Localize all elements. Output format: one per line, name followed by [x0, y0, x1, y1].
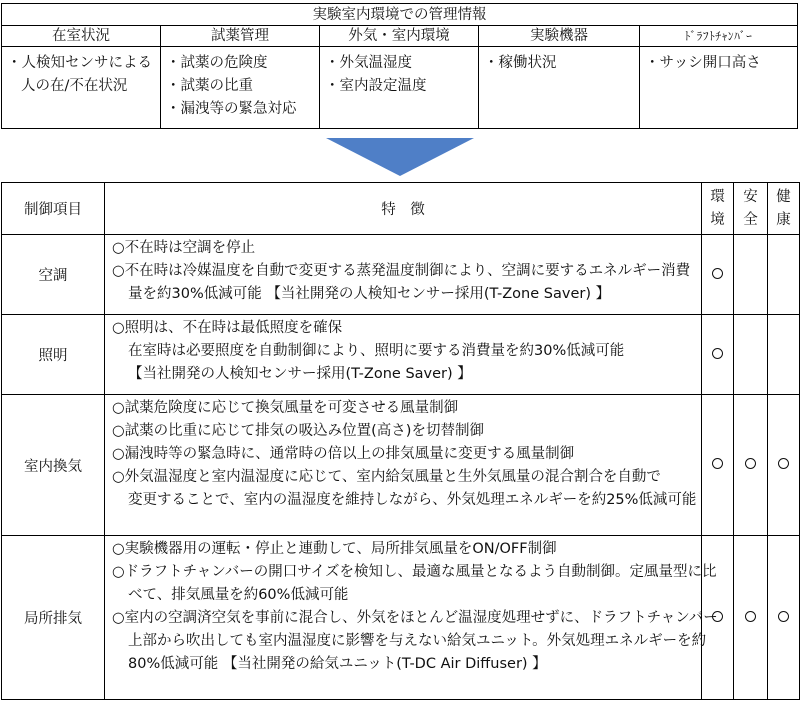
down-arrow-icon: [326, 138, 474, 176]
feature-line: ○実験機器用の運転・停止と連動して、局所排気風量をON/OFF制御: [112, 541, 557, 557]
row-category: 室内換気: [2, 395, 105, 536]
feature-line: 上部から吹出しても室内温湿度に影響を与えない給気ユニット。外気処理エネルギーを約: [128, 633, 707, 649]
feature-line: 在室時は必要照度を自動制御により、照明に要する消費量を約30%低減可能: [128, 343, 625, 359]
feature-line: ○試薬危険度に応じて換気風量を可変させる風量制御: [112, 400, 459, 416]
row-category: 照明: [2, 315, 105, 395]
info-item: ・稼働状況: [484, 55, 557, 71]
info-header-reagent: 試薬管理: [161, 26, 319, 47]
info-item: ・漏洩等の緊急対応: [166, 101, 297, 117]
table-header-row: [2, 183, 800, 235]
management-info-table: [1, 3, 798, 129]
mark-safety: [734, 536, 768, 700]
row-category: 空調: [2, 235, 105, 315]
feature-line: ○照明は、不在時は最低照度を確保: [112, 320, 343, 336]
circle-mark-icon: [712, 348, 723, 359]
feature-line: ○ドラフトチャンバーの開口サイズを検知し、最適な風量となるよう自動制御。定風量型に比: [112, 564, 717, 580]
header-health: 健 康: [768, 183, 800, 235]
header-control-item: 制御項目: [2, 183, 105, 235]
info-item: 人の在/不在状況: [21, 78, 128, 94]
table-row: [2, 315, 800, 395]
info-column-occupancy: [2, 26, 161, 128]
header-safety: 安 全: [734, 183, 768, 235]
info-header-equipment: 実験機器: [479, 26, 639, 47]
feature-line: 80%低減可能 【当社開発の給気ユニット(T-DC Air Diffuser) 】: [128, 656, 547, 672]
info-item: ・人検知センサによる: [7, 55, 152, 71]
row-features: [105, 536, 718, 700]
feature-line: 量を約30%低減可能 【当社開発の人検知センサー採用(T-Zone Saver) 】: [128, 286, 611, 302]
circle-mark-icon: [712, 458, 723, 469]
mark-safety: [734, 235, 768, 315]
control-features-table: [1, 182, 800, 700]
row-features: [105, 395, 702, 536]
mark-health: [768, 395, 800, 536]
feature-line: ○漏洩時等の緊急時に、通常時の倍以上の排気風量に変更する風量制御: [112, 446, 575, 462]
circle-mark-icon: [712, 611, 723, 622]
mark-safety: [734, 315, 768, 395]
circle-mark-icon: [778, 458, 789, 469]
feature-line: ○外気温湿度と室内温湿度に応じて、室内給気風量と生外気風量の混合割合を自動で: [112, 469, 661, 485]
mark-environment: [702, 235, 734, 315]
table-row: [2, 395, 800, 536]
info-item: ・室内設定温度: [325, 78, 427, 94]
info-item: ・サッシ開口高さ: [645, 55, 761, 71]
down-arrow-shape: [326, 138, 474, 176]
mark-safety: [734, 395, 768, 536]
row-features: [105, 235, 702, 315]
row-category: 局所排気: [2, 536, 105, 700]
header-features: 特 徴: [105, 183, 702, 235]
info-item: ・試薬の危険度: [166, 55, 268, 71]
mark-environment: [702, 395, 734, 536]
info-item: ・試薬の比重: [166, 78, 253, 94]
header-environment: 環 境: [702, 183, 734, 235]
info-column-draft-chamber: [640, 26, 797, 128]
mark-health: [768, 315, 800, 395]
circle-mark-icon: [712, 268, 723, 279]
info-column-environment: [320, 26, 479, 128]
mark-health: [768, 235, 800, 315]
table-row: [2, 536, 800, 700]
feature-line: ○室内の空調済空気を事前に混合し、外気をほとんど温湿度処理せずに、ドラフトチャンバー: [112, 610, 718, 626]
circle-mark-icon: [745, 458, 756, 469]
management-info-title: 実験室内環境での管理情報: [2, 4, 797, 26]
feature-line: ○不在時は空調を停止: [112, 240, 256, 256]
info-column-equipment: [479, 26, 640, 128]
feature-line: ○不在時は冷媒温度を自動で変更する蒸発温度制御により、空調に要するエネルギー消費: [112, 263, 691, 279]
info-column-reagent: [161, 26, 320, 128]
circle-mark-icon: [778, 611, 789, 622]
feature-line: べて、排気風量を約60%低減可能: [128, 587, 349, 603]
feature-line: 【当社開発の人検知センサー採用(T-Zone Saver) 】: [128, 366, 472, 382]
feature-line: ○試薬の比重に応じて排気の吸込み位置(高さ)を切替制御: [112, 423, 484, 439]
circle-mark-icon: [745, 611, 756, 622]
mark-environment: [702, 315, 734, 395]
mark-health: [768, 536, 800, 700]
info-header-environment: 外気・室内環境: [320, 26, 478, 47]
info-header-occupancy: 在室状況: [2, 26, 160, 47]
management-info-columns: [2, 26, 797, 128]
info-item: ・外気温湿度: [325, 55, 412, 71]
row-features: [105, 315, 702, 395]
info-header-draft-chamber: ﾄﾞﾗﾌﾄﾁｬﾝﾊﾞｰ: [640, 26, 797, 47]
table-row: [2, 235, 800, 315]
feature-line: 変更することで、室内の温湿度を維持しながら、外気処理エネルギーを約25%低減可能: [128, 492, 697, 508]
